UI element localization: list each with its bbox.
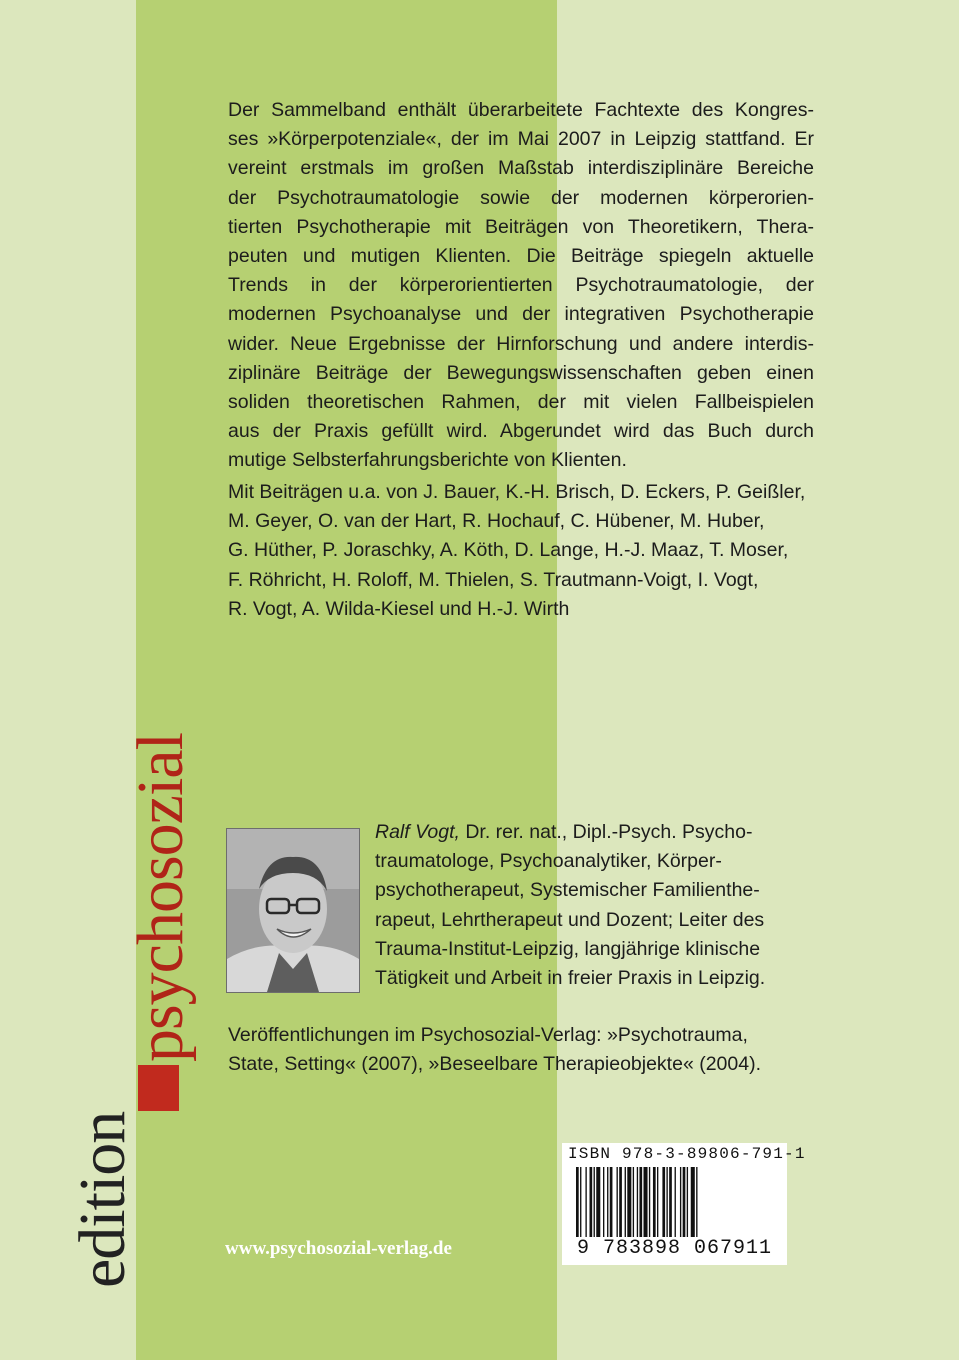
description-text [228,96,814,476]
barcode-bar [619,1167,622,1237]
description-line: wider. Neue Ergebnisse der Hirnforschung und andere interdis- [228,332,814,355]
barcode-bar [653,1167,656,1237]
barcode-bar [683,1167,686,1237]
barcode-bar [585,1167,586,1237]
publications-text [228,1021,818,1079]
description-line: Der Sammelband enthält überarbeitete Fachtexte des Kongres- [228,99,814,121]
edition-psychosozial-logo [66,733,208,1288]
barcode-bar [617,1167,618,1237]
contributor-line: M. Geyer, O. van der Hart, R. Hochauf, C. Hübener, M. Huber, [228,510,765,533]
author-bio-line: rapeut, Lehrtherapeut und Dozent; Leiter des [375,908,765,931]
barcode-bar [696,1167,697,1237]
contributor-line: R. Vogt, A. Wilda-Kiesel und H.-J. Wirth [228,597,570,620]
author-bio-first-line: Ralf Vogt, Dr. rer. nat., Dipl.-Psych. Psycho- [375,821,753,843]
description-line: ziplinäre Beiträge der Bewegungswissenschaften geben einen [228,361,814,384]
barcode-bar [633,1167,634,1237]
contributor-line: Mit Beiträgen u.a. von J. Bauer, K.-H. Brisch, D. Eckers, P. Geißler, [228,481,806,503]
barcode-bar [590,1167,593,1237]
barcode-bar [607,1167,608,1237]
barcode-bar [625,1167,626,1237]
description-line: aus der Praxis gefüllt wird. Abgerundet wird das Buch durch [228,420,814,443]
barcode-bar [662,1167,665,1237]
barcode-bar [627,1167,631,1237]
barcode-bar [639,1167,642,1237]
author-bio-line: psychotherapeut, Systemischer Familienthe- [375,879,760,902]
description-line: der Psychotraumatologie sowie der modernen körperorien- [228,186,814,209]
barcode-bar [669,1167,672,1237]
description-line: soliden theoretischen Rahmen, der mit vielen Fallbeispielen [228,391,814,414]
barcode-bar [576,1167,579,1237]
publication-line: State, Setting« (2007), »Beseelbare Therapieobjekte« (2004). [228,1053,761,1076]
barcode-bar [637,1167,638,1237]
publisher-website: www.psychosozial-verlag.de [225,1238,452,1259]
logo-red-square [138,1065,179,1111]
author-name: Ralf Vogt, [375,821,460,843]
barcode-bar [649,1167,650,1237]
isbn-label: ISBN 978-3-89806-791-1 [568,1145,806,1163]
description-line: ses »Körperpotenziale«, der im Mai 2007 in Leipzig stattfand. Er [228,128,814,151]
author-bio [375,818,815,993]
author-bio-line: Trauma-Institut-Leipzig, langjährige klinische [375,937,761,960]
barcode-bar [680,1167,681,1237]
barcode-bar [691,1167,695,1237]
isbn-barcode [562,1143,806,1265]
barcode-bar [644,1167,648,1237]
author-bio-line: Tätigkeit und Arbeit in freier Praxis in Leipzig. [375,967,766,990]
description-line: mutige Selbsterfahrungsberichte von Klienten. [228,449,627,472]
author-photo [226,828,360,993]
author-bio-line: traumatologe, Psychoanalytiker, Körper- [375,850,722,873]
publication-line: Veröffentlichungen im Psychosozial-Verlag: »Psychotrauma, [228,1024,748,1046]
barcode-bar [603,1167,604,1237]
barcode-bar [580,1167,581,1237]
description-line: modernen Psychoanalyse und der integrativen Psychotherapie [228,303,814,326]
barcode-bar [666,1167,667,1237]
ean-digits: 9 783898 067911 [576,1237,773,1260]
description-line: Trends in der körperorientierten Psychotraumatologie, der [228,274,814,297]
barcode-bar [596,1167,600,1237]
logo-edition-text: edition [66,1111,139,1288]
barcode-bar [675,1167,676,1237]
contributor-line: G. Hüther, P. Joraschky, A. Köth, D. Lange, H.-J. Maaz, T. Moser, [228,539,789,562]
barcode-bar [610,1167,613,1237]
barcode-bar [594,1167,595,1237]
logo-psychosozial-text: psychosozial [124,733,197,1062]
barcode-icon [576,1167,776,1237]
author-portrait-icon [227,829,359,992]
contributor-line: F. Röhricht, H. Roloff, M. Thielen, S. Trautmann-Voigt, I. Vogt, [228,568,759,591]
description-line: tierten Psychotherapie mit Beiträgen von Theoretikern, Thera- [228,215,814,238]
barcode-bar [687,1167,688,1237]
barcode-bar [657,1167,658,1237]
contributors-text [228,478,814,624]
description-line: peuten und mutigen Klienten. Die Beiträge spiegeln aktuelle [228,245,814,268]
description-line: vereint erstmals im großen Maßstab interdisziplinäre Bereiche [228,157,814,180]
